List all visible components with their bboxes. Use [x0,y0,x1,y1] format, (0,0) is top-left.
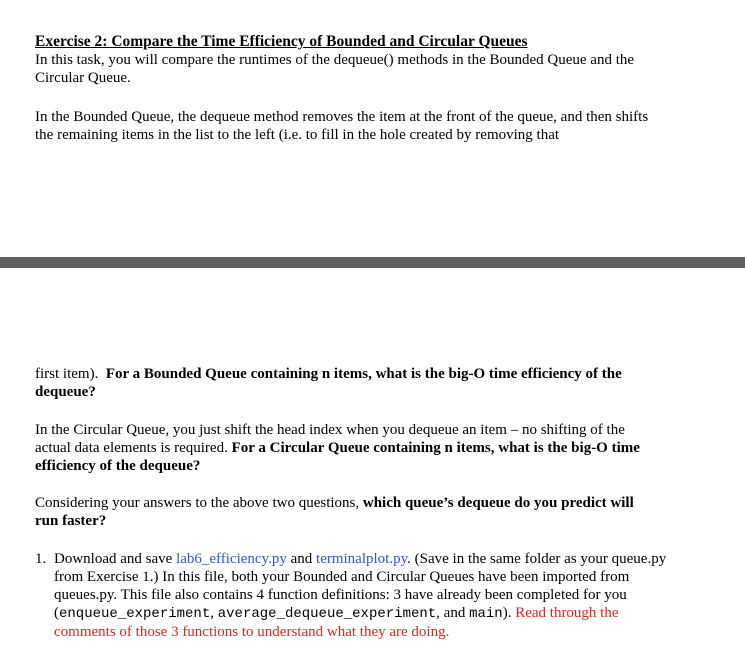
code-average-dequeue-experiment: average_dequeue_experiment [217,606,437,622]
circular-paragraph [35,421,655,475]
predict-text: Considering your answers to the above two questions, [35,495,360,511]
read-comments-instruction: Read through the comments of those 3 functions to understand what they are doing. [54,605,619,640]
bounded-paragraph-part1: In the Bounded Queue, the dequeue method removes the item at the front of the queue, and then shifts the remaining items in the list to the left (i.e. to fill in the hole created by removing that [35,109,649,143]
lab6-efficiency-link[interactable]: lab6_efficiency.py [176,551,287,567]
predict-paragraph [35,494,660,530]
exercise-title: Exercise 2: Compare the Time Efficiency of Bounded and Circular Queues [35,33,528,50]
circular-question: For a Circular Queue containing n items, what is the big-O time efficiency of the dequeue? [35,440,640,474]
item-text: ). [502,605,516,621]
page-separator [0,257,745,268]
item-text: . (Save in the same folder as your queue.py from Exercise 1.) In this file, both your Bounded and Circular Queues have been imported from queues.py. This file also contains 4 function definitions: 3 have already been completed for you ( [54,551,667,621]
instruction-list [35,550,675,641]
circular-text: In the Circular Queue, you just shift the head index when you dequeue an item – no shifting of the actual data elements is required. [35,422,625,456]
list-item [54,550,675,641]
predict-question: which queue’s dequeue do you predict will run faster? [35,495,634,529]
exercise-text-top [35,33,675,87]
item-text: , and [436,605,470,621]
item-text: Download and save [54,551,177,567]
code-enqueue-experiment: enqueue_experiment [59,606,211,622]
bounded-continuation: first item). [35,366,99,382]
page-bottom [0,268,745,654]
terminalplot-link[interactable]: terminalplot.py [316,551,408,567]
bounded-question: For a Bounded Queue containing n items, what is the big-O time efficiency of the dequeue? [35,366,622,400]
intro-paragraph: In this task, you will compare the runtimes of the dequeue() methods in the Bounded Queue and the Circular Queue. [35,52,635,86]
code-main: main [469,606,503,622]
page-top [0,0,745,257]
item-text: and [286,551,317,567]
list-number: 1. [35,551,47,567]
bounded-paragraph-part2 [35,365,655,401]
item-text: , [210,605,218,621]
